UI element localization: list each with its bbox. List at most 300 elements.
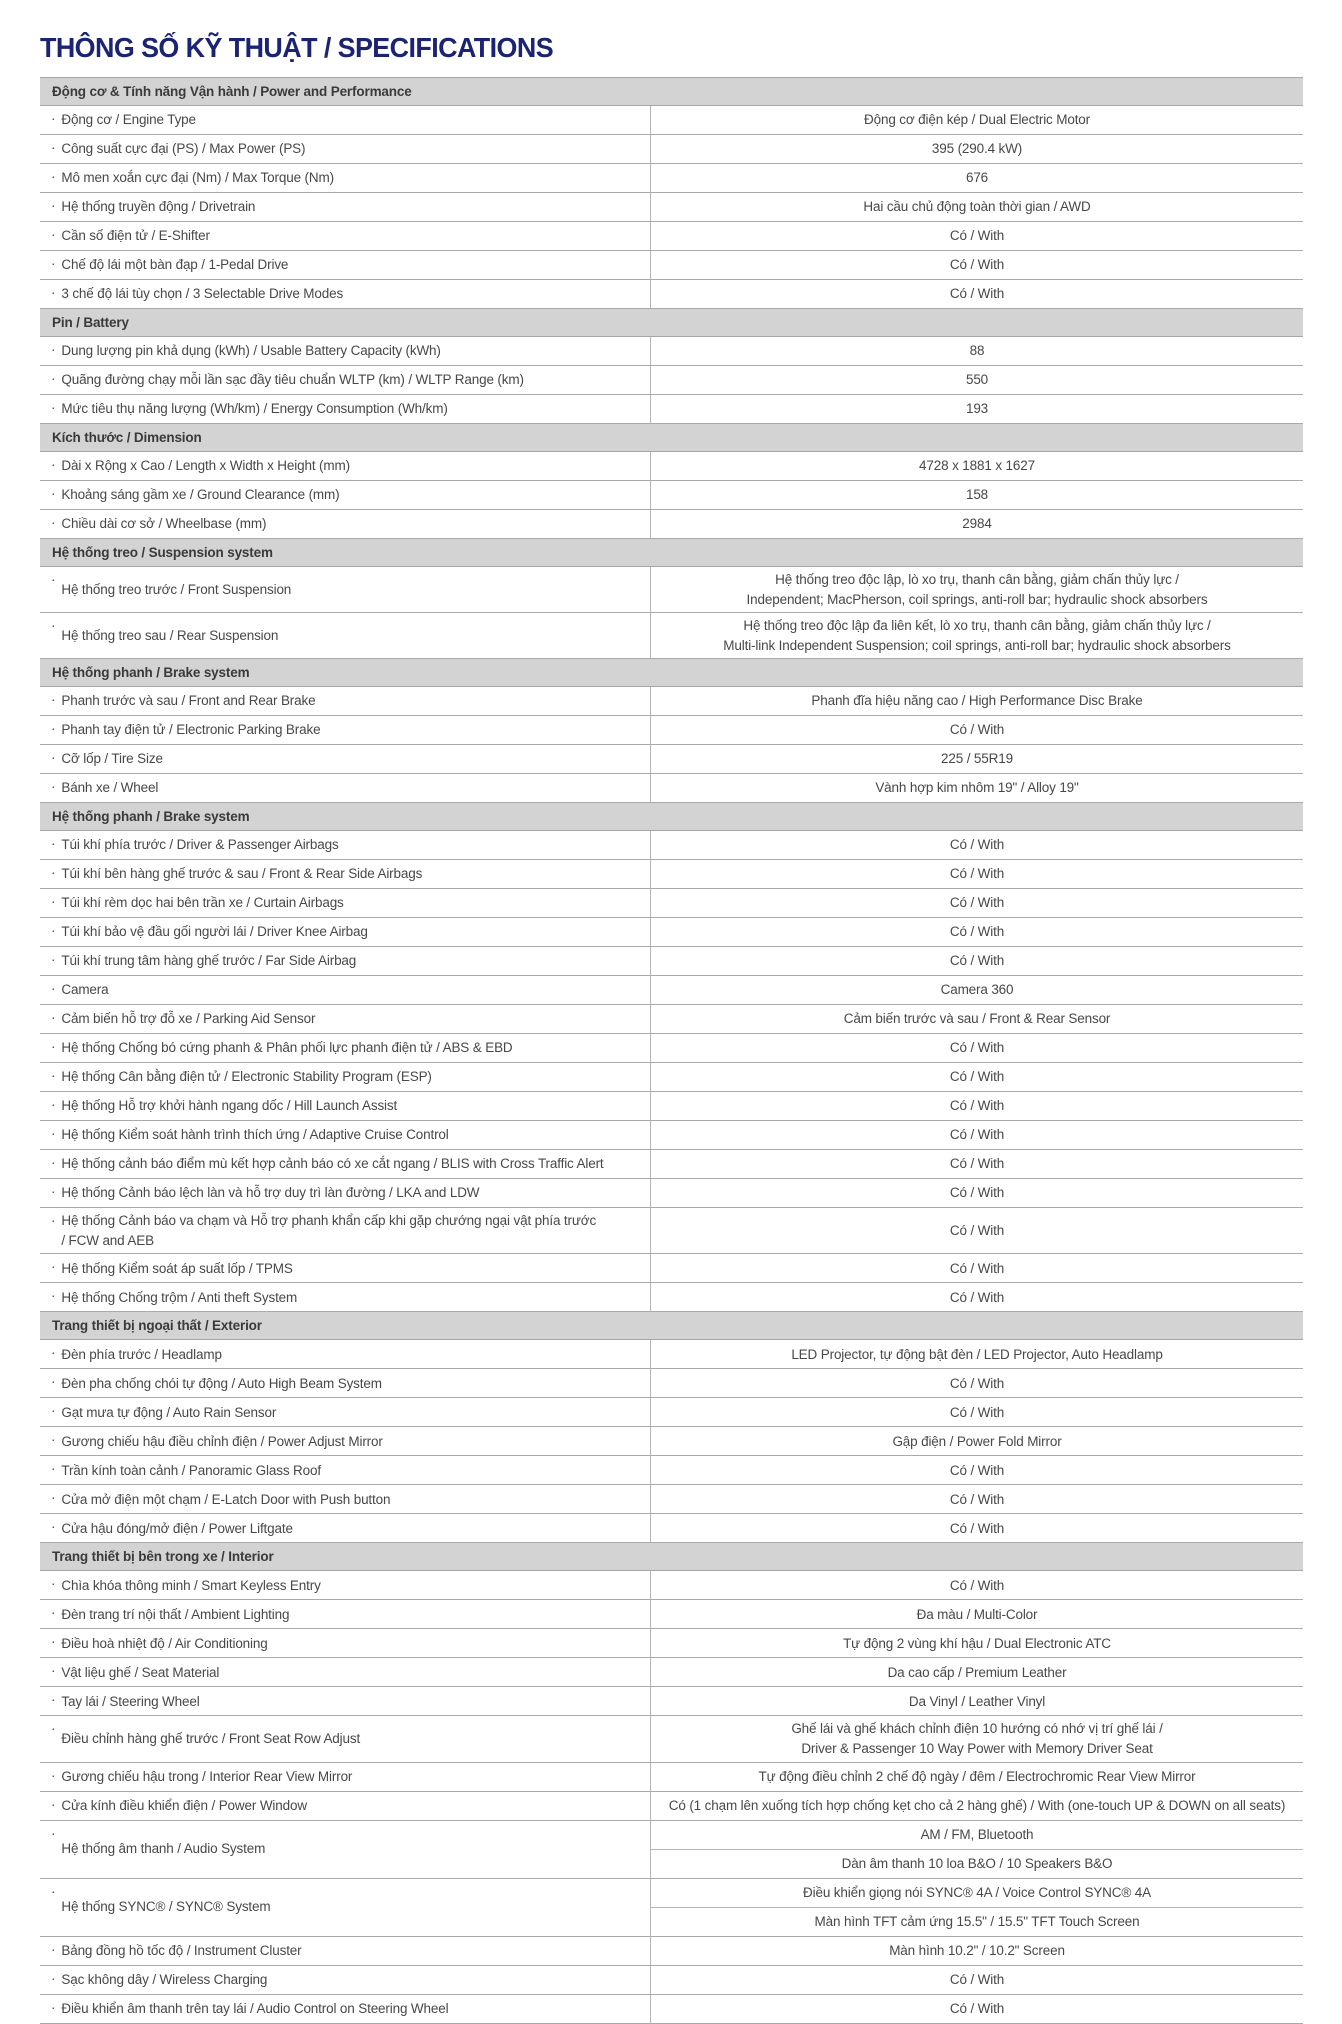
spec-row (40, 1514, 1303, 1543)
spec-label-cell (40, 1716, 650, 1761)
spec-value-cell (650, 1658, 1303, 1686)
bullet-icon: · (51, 169, 56, 184)
spec-label-cell (40, 1283, 650, 1311)
spec-value-cell (650, 1427, 1303, 1455)
bullet-icon: · (51, 486, 56, 501)
spec-value-line: Ghế lái và ghế khách chỉnh điện 10 hướng có nhớ vị trí ghế lái / (791, 1721, 1163, 1737)
spec-value-line: Có / With (949, 2000, 1005, 2016)
spec-label-line: Cửa kính điều khiển điện / Power Window (61, 1797, 307, 1813)
spec-label-line: Bánh xe / Wheel (61, 780, 159, 796)
spec-row (40, 1966, 1303, 1995)
spec-label-cell (40, 918, 650, 946)
spec-value-cell (650, 613, 1303, 658)
spec-value-cell (650, 1600, 1303, 1628)
spec-label-cell (40, 337, 650, 365)
section-header-label: Hệ thống phanh / Brake system (52, 809, 250, 825)
spec-value (651, 567, 1303, 612)
spec-label-cell (40, 1063, 650, 1091)
section-header-label: Trang thiết bị ngoại thất / Exterior (52, 1318, 262, 1334)
spec-value-line: Driver & Passenger 10 Way Power with Memory Driver Seat (801, 1740, 1153, 1756)
spec-row (40, 1427, 1303, 1456)
section-header-label: Kích thước / Dimension (52, 430, 202, 445)
spec-label-cell (40, 1571, 650, 1599)
spec-label (61, 951, 356, 971)
bullet-icon: · (51, 1345, 56, 1361)
section-header-label: Trang thiết bị bên trong xe / Interior (52, 1549, 274, 1565)
spec-value-cell (650, 395, 1303, 423)
spec-label-cell (40, 135, 650, 163)
spec-value-cell (650, 1179, 1303, 1207)
spec-row (40, 251, 1303, 280)
spec-label-cell (40, 164, 650, 192)
spec-label-cell (40, 831, 650, 859)
spec-label-cell (40, 395, 650, 423)
spec-value-cell (650, 366, 1303, 394)
spec-label (61, 1796, 307, 1816)
spec-value-cell (650, 1687, 1303, 1715)
spec-label-cell (40, 1937, 650, 1965)
spec-label-cell (40, 1254, 650, 1282)
spec-value-cell (650, 481, 1303, 509)
spec-label-cell (40, 947, 650, 975)
spec-label (61, 1897, 270, 1917)
spec-value (651, 164, 1303, 192)
spec-value (651, 1005, 1303, 1033)
spec-value-cell (650, 106, 1303, 134)
bullet-icon: · (51, 1796, 56, 1812)
spec-label-line: Hệ thống Cảnh báo va chạm và Hỗ trợ phanh khẩn cấp khi gặp chướng ngại vật phía trước (61, 1213, 597, 1229)
bullet-icon: · (51, 1010, 56, 1026)
spec-label (61, 1839, 265, 1859)
spec-label-line: / FCW and AEB (61, 1232, 154, 1248)
spec-value-line: Có / With (949, 1462, 1005, 1478)
spec-label-line: Cửa mở điện một chạm / E-Latch Door with Push button (61, 1491, 391, 1507)
bullet-icon: · (51, 515, 56, 530)
spec-label (61, 1345, 221, 1365)
spec-label (61, 1941, 301, 1961)
spec-row (40, 1063, 1303, 1092)
spec-value-line: 193 (965, 401, 989, 417)
spec-label (61, 1183, 479, 1203)
spec-label (61, 980, 108, 1000)
spec-label-line: Hệ thống Chống trộm / Anti theft System (61, 1289, 298, 1305)
spec-label (61, 1259, 292, 1279)
spec-value-cell (650, 918, 1303, 946)
spec-label-cell (40, 1208, 650, 1253)
page-title: THÔNG SỐ KỸ THUẬT / SPECIFICATIONS (40, 32, 554, 63)
spec-row (40, 193, 1303, 222)
spec-row (40, 1034, 1303, 1063)
spec-label (61, 580, 291, 600)
spec-row (40, 947, 1303, 976)
spec-value-line: Có / With (949, 1098, 1005, 1114)
spec-label-line: Phanh tay điện tử / Electronic Parking Brake (61, 722, 321, 738)
spec-label-cell (40, 1150, 650, 1178)
spec-value (651, 395, 1303, 423)
spec-label-cell (40, 481, 650, 509)
spec-label-cell (40, 1005, 650, 1033)
spec-label-cell (40, 1034, 650, 1062)
spec-value-cell (650, 1005, 1303, 1033)
spec-label (61, 399, 447, 419)
spec-label (61, 1519, 292, 1539)
spec-value (651, 510, 1303, 538)
spec-label (61, 370, 523, 390)
spec-label-line: Động cơ / Engine Type (61, 112, 196, 128)
spec-value (651, 1849, 1303, 1878)
spec-value-cell (650, 716, 1303, 744)
bullet-icon: · (51, 1692, 56, 1708)
spec-value-line: Tự động điều chỉnh 2 chế độ ngày / đêm / Electrochromic Rear View Mirror (758, 1768, 1196, 1784)
spec-value (651, 251, 1303, 279)
spec-value-line: Có / With (949, 837, 1005, 853)
spec-row (40, 1121, 1303, 1150)
spec-label-cell (40, 1514, 650, 1542)
spec-value-line: Có / With (949, 722, 1005, 738)
bullet-icon: · (51, 923, 56, 939)
spec-label (61, 197, 255, 217)
spec-row (40, 860, 1303, 889)
spec-label (61, 720, 320, 740)
spec-label-line: Hệ thống Hỗ trợ khởi hành ngang dốc / Hill Launch Assist (61, 1098, 398, 1114)
spec-value (651, 976, 1303, 1004)
bullet-icon: · (51, 342, 56, 357)
spec-label (61, 255, 288, 275)
spec-label-cell (40, 1966, 650, 1994)
spec-value-line: Hai cầu chủ động toàn thời gian / AWD (863, 199, 1091, 215)
spec-label-line: Chiều dài cơ sở / Wheelbase (mm) (61, 516, 267, 532)
spec-label-line: Cửa hậu đóng/mở điện / Power Liftgate (61, 1520, 293, 1536)
spec-value-cell (650, 1063, 1303, 1091)
spec-value-line: Có / With (949, 1156, 1005, 1172)
spec-label (61, 1490, 390, 1510)
spec-row (40, 510, 1303, 539)
spec-value-line: Có / With (949, 257, 1005, 273)
spec-label-line: Quãng đường chạy mỗi lần sạc đầy tiêu chuẩn WLTP (km) / WLTP Range (km) (61, 372, 524, 388)
spec-value (651, 889, 1303, 917)
spec-label-line: Hệ thống Chống bó cứng phanh & Phân phối lực phanh điện tử / ABS & EBD (61, 1040, 513, 1056)
spec-value-cell (650, 1716, 1303, 1761)
spec-row (40, 745, 1303, 774)
spec-row (40, 613, 1303, 659)
spec-label-cell (40, 280, 650, 308)
bullet-icon: · (51, 1259, 56, 1275)
spec-row (40, 164, 1303, 193)
spec-label-line: Cần số điện tử / E-Shifter (61, 228, 210, 244)
spec-value-line: Có (1 chạm lên xuống tích hợp chống kẹt cho cả 2 hàng ghế) / With (one-touch UP & DOWN on all seats) (668, 1797, 1286, 1813)
spec-row (40, 1821, 1303, 1879)
bullet-icon: · (51, 140, 56, 155)
spec-value (651, 1121, 1303, 1149)
section-header-label: Động cơ & Tính năng Vận hành / Power and Performance (52, 84, 412, 99)
spec-label-line: Mức tiêu thụ năng lượng (Wh/km) / Energy Consumption (Wh/km) (61, 401, 448, 417)
bullet-icon: · (51, 1184, 56, 1200)
spec-value (651, 452, 1303, 480)
spec-row (40, 280, 1303, 309)
spec-value-cell (650, 251, 1303, 279)
section-header (40, 78, 1303, 106)
spec-row (40, 1254, 1303, 1283)
spec-value-cell (650, 1150, 1303, 1178)
spec-label-cell (40, 193, 650, 221)
spec-value-cell (650, 280, 1303, 308)
bullet-icon: · (51, 1039, 56, 1055)
spec-label (61, 284, 343, 304)
spec-value-line: Phanh đĩa hiệu năng cao / High Performance Disc Brake (811, 693, 1143, 709)
spec-value-line: Màn hình 10.2" / 10.2" Screen (889, 1942, 1065, 1958)
spec-label (61, 514, 266, 534)
spec-value-line: Màn hình TFT cảm ứng 15.5" / 15.5" TFT Touch Screen (814, 1913, 1140, 1929)
spec-value (651, 1571, 1303, 1599)
spec-value-cell (650, 164, 1303, 192)
spec-row (40, 1716, 1303, 1762)
bullet-icon: · (51, 1941, 56, 1957)
spec-label-line: Hệ thống Kiểm soát hành trình thích ứng / Adaptive Cruise Control (61, 1127, 449, 1143)
spec-value (651, 1687, 1303, 1715)
spec-value-cell (650, 1485, 1303, 1513)
spec-row (40, 1398, 1303, 1427)
spec-value (651, 1792, 1303, 1820)
section-header-label: Pin / Battery (52, 315, 129, 330)
spec-row (40, 1937, 1303, 1966)
spec-label-line: Gạt mưa tự động / Auto Rain Sensor (61, 1404, 277, 1420)
spec-value-line: 395 (290.4 kW) (931, 141, 1023, 157)
spec-value-line: Có / With (949, 895, 1005, 911)
spec-value-cell (650, 452, 1303, 480)
section-header (40, 1543, 1303, 1571)
spec-value-line: Có / With (949, 1491, 1005, 1507)
spec-label (61, 1211, 596, 1250)
spec-label (61, 168, 334, 188)
spec-value (651, 222, 1303, 250)
bullet-icon: · (51, 1663, 56, 1679)
bullet-icon: · (51, 1576, 56, 1592)
spec-value-line: Có / With (949, 953, 1005, 969)
bullet-icon: · (51, 692, 56, 708)
spec-value-line: 88 (969, 343, 985, 359)
spec-value-line: 2984 (962, 516, 992, 532)
spec-row (40, 1687, 1303, 1716)
spec-label-cell (40, 1687, 650, 1715)
bullet-icon: · (51, 894, 56, 910)
spec-label-line: Đèn pha chống chói tự động / Auto High Beam System (61, 1375, 382, 1391)
bullet-icon: · (51, 1883, 56, 1899)
spec-label-line: Điều khiển âm thanh trên tay lái / Audio Control on Steering Wheel (61, 2000, 449, 2016)
spec-row (40, 976, 1303, 1005)
spec-value-line: Camera 360 (940, 982, 1014, 998)
spec-row (40, 395, 1303, 424)
spec-label-cell (40, 613, 650, 658)
spec-value (651, 1485, 1303, 1513)
section-header (40, 539, 1303, 567)
spec-value-cell (650, 135, 1303, 163)
bullet-icon: · (51, 400, 56, 415)
spec-label (61, 1403, 276, 1423)
spec-label (61, 1576, 320, 1596)
spec-row (40, 1995, 1303, 2024)
bullet-icon: · (51, 1213, 56, 1229)
bullet-icon: · (51, 721, 56, 737)
spec-label (61, 1663, 219, 1683)
spec-label (61, 864, 422, 884)
spec-value-line: Tự động 2 vùng khí hậu / Dual Electronic ATC (843, 1635, 1111, 1651)
spec-value (651, 280, 1303, 308)
spec-row (40, 1879, 1303, 1937)
spec-label-line: Dung lượng pin khả dụng (kWh) / Usable Battery Capacity (kWh) (61, 343, 441, 359)
spec-label-line: Hệ thống treo sau / Rear Suspension (61, 627, 279, 643)
spec-row (40, 1092, 1303, 1121)
section-header (40, 803, 1303, 831)
spec-value-line: Multi-link Independent Suspension; coil springs, anti-roll bar; hydraulic shock absorbers (723, 637, 1231, 653)
spec-row (40, 1208, 1303, 1254)
spec-label-line: Hệ thống SYNC® / SYNC® System (61, 1899, 271, 1915)
spec-value-cell (650, 337, 1303, 365)
spec-label-line: Gương chiếu hậu điều chỉnh điện / Power Adjust Mirror (61, 1433, 383, 1449)
spec-label-cell (40, 774, 650, 802)
section-header (40, 1312, 1303, 1340)
spec-value-line: Có / With (949, 1223, 1005, 1239)
spec-label (61, 1125, 448, 1145)
spec-label-cell (40, 745, 650, 773)
spec-label (61, 1970, 267, 1990)
spec-row (40, 1763, 1303, 1792)
spec-value-cell (650, 976, 1303, 1004)
spec-label-line: Bảng đồng hồ tốc độ / Instrument Cluster (61, 1942, 302, 1958)
bullet-icon: · (51, 865, 56, 881)
spec-value (651, 1937, 1303, 1965)
spec-label-cell (40, 567, 650, 612)
bullet-icon: · (51, 285, 56, 300)
spec-value (651, 337, 1303, 365)
spec-label-line: Gương chiếu hậu trong / Interior Rear View Mirror (61, 1768, 353, 1784)
spec-value (651, 1821, 1303, 1849)
spec-label (61, 485, 339, 505)
spec-value-cell (650, 1763, 1303, 1791)
spec-label-line: Túi khí trung tâm hàng ghế trước / Far Side Airbag (61, 953, 357, 969)
spec-value-cell (650, 860, 1303, 888)
spec-value (651, 1283, 1303, 1311)
spec-label (61, 1038, 512, 1058)
spec-row (40, 1179, 1303, 1208)
spec-label-line: Hệ thống Kiểm soát áp suất lốp / TPMS (61, 1260, 293, 1276)
spec-label-line: Vật liệu ghế / Seat Material (61, 1664, 220, 1680)
spec-row (40, 106, 1303, 135)
spec-label-cell (40, 1179, 650, 1207)
spec-label-line: Hệ thống treo trước / Front Suspension (61, 581, 292, 597)
spec-value (651, 1063, 1303, 1091)
spec-value-line: Có / With (949, 924, 1005, 940)
spec-value-line: Có / With (949, 1404, 1005, 1420)
spec-label-cell (40, 510, 650, 538)
spec-row (40, 889, 1303, 918)
spec-label-line: Dài x Rộng x Cao / Length x Width x Height (mm) (61, 458, 350, 474)
spec-label-cell (40, 1995, 650, 2023)
spec-value (651, 1879, 1303, 1907)
spec-label-line: Túi khí bảo vệ đầu gối người lái / Driver Knee Airbag (61, 924, 368, 940)
spec-label (61, 1096, 397, 1116)
section-header-label: Hệ thống phanh / Brake system (52, 665, 250, 681)
spec-value-line: Hệ thống treo độc lập, lò xo trụ, thanh cân bằng, giảm chấn thủy lực / (775, 572, 1179, 587)
specifications-table (40, 77, 1303, 2024)
spec-value-cell (650, 1398, 1303, 1426)
spec-label-cell (40, 1792, 650, 1820)
bullet-icon: · (51, 750, 56, 766)
spec-value (651, 1340, 1303, 1368)
spec-value-cell (650, 1369, 1303, 1397)
spec-value (651, 1658, 1303, 1686)
spec-value-line: Hệ thống treo độc lập đa liên kết, lò xo trụ, thanh cân bằng, giảm chấn thủy lực / (743, 618, 1211, 634)
spec-label-line: Chế độ lái một bàn đạp / 1-Pedal Drive (61, 257, 289, 273)
spec-label (61, 226, 209, 246)
spec-value-line: Da cao cấp / Premium Leather (887, 1664, 1067, 1680)
spec-label-line: Đèn trang trí nội thất / Ambient Lighting (61, 1606, 290, 1622)
spec-value-cell (650, 1283, 1303, 1311)
bullet-icon: · (51, 1461, 56, 1477)
spec-value (651, 1208, 1303, 1253)
spec-row (40, 1792, 1303, 1821)
spec-row (40, 1150, 1303, 1179)
spec-row (40, 1340, 1303, 1369)
spec-value-cell (650, 1821, 1303, 1878)
bullet-icon: · (51, 1519, 56, 1535)
spec-label (61, 1288, 297, 1308)
spec-label (61, 778, 158, 798)
spec-value (651, 1629, 1303, 1657)
spec-label-line: Khoảng sáng gầm xe / Ground Clearance (mm) (61, 487, 340, 503)
spec-value (651, 774, 1303, 802)
spec-value-line: 676 (965, 170, 989, 186)
spec-value (651, 687, 1303, 715)
spec-value (651, 193, 1303, 221)
spec-value-line: 158 (965, 487, 989, 503)
spec-value-line: Có / With (949, 1127, 1005, 1143)
spec-value-line: 550 (965, 372, 989, 388)
spec-value (651, 1034, 1303, 1062)
spec-value-cell (650, 1571, 1303, 1599)
spec-value (651, 1907, 1303, 1936)
spec-label-cell (40, 1821, 650, 1878)
spec-label (61, 835, 338, 855)
spec-value (651, 135, 1303, 163)
spec-value-line: Có / With (949, 1971, 1005, 1987)
spec-value-line: Gập điện / Power Fold Mirror (892, 1433, 1062, 1449)
spec-row (40, 567, 1303, 613)
spec-label-cell (40, 1369, 650, 1397)
bullet-icon: · (51, 1288, 56, 1304)
bullet-icon: · (51, 1155, 56, 1171)
spec-label-cell (40, 687, 650, 715)
spec-value (651, 1763, 1303, 1791)
spec-value (651, 1369, 1303, 1397)
spec-value (651, 860, 1303, 888)
spec-label-cell (40, 1427, 650, 1455)
spec-label-line: Túi khí phía trước / Driver & Passenger Airbags (61, 837, 339, 853)
bullet-icon: · (51, 618, 56, 634)
spec-label-line: Cỡ lốp / Tire Size (61, 751, 163, 767)
spec-value (651, 1092, 1303, 1120)
spec-label (61, 139, 305, 159)
spec-value-cell (650, 510, 1303, 538)
spec-value-cell (650, 222, 1303, 250)
spec-value (651, 1716, 1303, 1761)
spec-label-line: 3 chế độ lái tùy chọn / 3 Selectable Drive Modes (61, 286, 344, 302)
spec-value (651, 1600, 1303, 1628)
spec-value (651, 481, 1303, 509)
spec-label-cell (40, 1629, 650, 1657)
spec-value (651, 1995, 1303, 2023)
spec-value-line: Điều khiển giọng nói SYNC® 4A / Voice Control SYNC® 4A (803, 1884, 1151, 1900)
spec-value-line: 4728 x 1881 x 1627 (919, 458, 1035, 474)
